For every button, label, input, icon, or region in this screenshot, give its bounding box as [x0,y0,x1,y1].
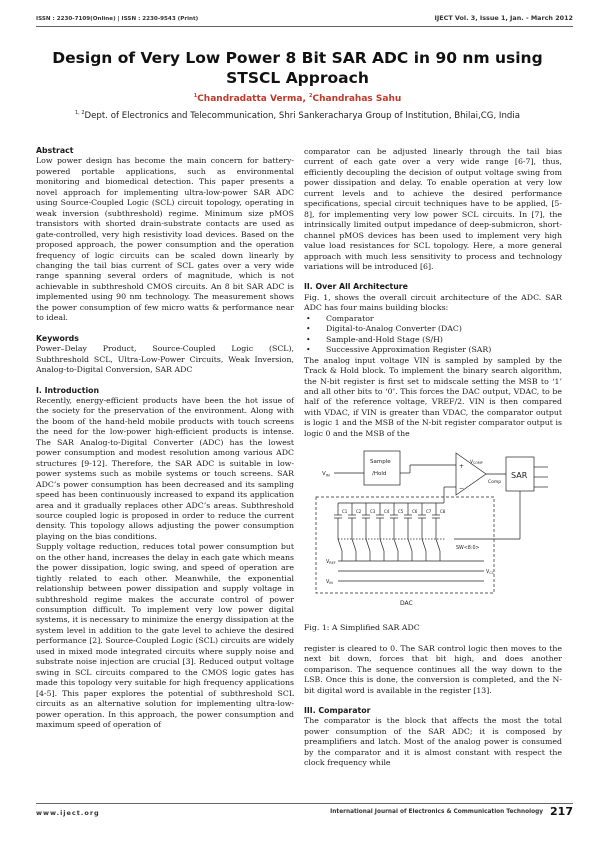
right-column [304,147,562,769]
comparator-heading: III. Comparator [304,705,371,715]
right-top-paragraph: comparator can be adjusted linearly through the tail bias current of each gate over a very wide range [6-7], thus, efficiently decoupling the decision of output voltage swing from power dissipation and delay. To enable operation at very low current levels and to achieve the desired performance specifications, special circuit techniques have to be applied, [5-8], for implementing very low power SCL circuits. In [7], the intrinsically limited output impedance of deep-submicron, short-channel pMOS devices has been used to implement very high value load resistances for SCL topology. Here, a more general approach with much less sensitivity to process and technology variations will be introduced [6]. [304,147,562,271]
vin2-label: $V_{IN}$ [326,580,333,586]
author-line [30,93,565,104]
architecture-heading: II. Over All Architecture [304,282,408,292]
sar-label: SAR [511,471,528,481]
comparator-text: The comparator is the block that affects the most the total power consumption of the SAR ADC; it is composed by preamplifiers and latch. Most of the analog power is consumed by the comparator and it is almost constant with respect the clock frequency while [304,716,562,768]
switch [380,539,384,551]
list-item: • Successive Approximation Register (SAR) [304,345,562,355]
affiliation [40,107,555,123]
architecture-paragraph: The analog input voltage VIN is sampled by sampled by the Track & Hold block. To implement the binary search algorithm, the N-bit register is first set to midscale setting the MSB to ‘1’ and all other bits to ‘0’. This forces the DAC output, VDAC, to be half of the reference voltage, VREF/2. VIN is then compared with VDAC, if VIN is greater than VDAC, the comparator output is logic 1 and the MSB of the N-bit register comparator output is logic 0 and the MSB of the [304,355,562,438]
header-rule [36,26,573,27]
figure-caption: Fig. 1: A Simplified SAR ADC [304,623,420,633]
website-link[interactable]: www.iject.org [36,809,100,817]
intro-paragraph-1: Recently, energy-efficient products have been the hot issue of the society for the preservation of the environment. Along with the boom of the hand-held mobile products with touch screens the need for the low-power high-efficient products is intense. The SAR Analog-to-Digital Converter (ADC) has the lowest power consumption and modest resolution among various ADC structures [9-12]. Therefore, the SAR ADC is suitable in low-power systems such as mobile systems or touch screens. SAR ADC’s power consumption has been decreased and its sampling speed has been continuously increased to expand its application area and it gradually replaces other ADC’s areas. Subthreshold source coupled logic is proposed in order to reduce the current density. This topology allows adjusting the power consumption playing on the bias conditions. [36,395,294,541]
switch [394,539,398,551]
switch [422,539,426,551]
figure-1 [304,443,562,621]
journal-name: International Journal of Electronics & Communication Technology [330,809,543,815]
author-1: Chandradatta Verma, [197,94,309,104]
switch [366,539,370,551]
cap-label: C7 [426,509,432,515]
list-item: • Digital-to-Analog Converter (DAC) [304,324,562,334]
comp-plus: + [459,463,465,471]
block-list [304,314,562,356]
vref-label: $V_{REF}$ [326,560,336,566]
abstract-text: Low power design has become the main concern for battery-powered portable applications, such as environmental monitoring and biomedical detection. This paper presents a novel approach for implementing ultra-low-power SAR ADC using Source-Coupled Logic (SCL) circuit topology, operating in weak inversion (subthreshold) regime. Minimum size pMOS transistors with shorted drain-substrate contacts are used as gate-controlled, very high resistivity load devices. Based on the proposed approach, the power consumption and the operation frequency of logic circuits can be scaled down linearly by changing the tail bias current of SCL gates over a very wide range spanning several orders of magnitude, which is not achievable in subthreshold CMOS circuits. An 8 bit SAR ADC is implemented using 90 nm technology. The measurement shows the power consumption of few micro watts & performance near to ideal. [36,156,294,323]
author-2: Chandrahas Sahu [312,94,402,104]
left-column [36,146,294,730]
vin-label: $V_{IN}$ [322,471,330,478]
comp-minus: − [459,485,465,493]
volume-text: IJECT Vol. 3, Issue 1, Jan. - March 2012 [434,14,573,22]
keywords-heading: Keywords [36,333,79,343]
sample-label: Sample [370,459,391,466]
footer-rule [36,803,573,804]
intro-heading: I. Introduction [36,385,100,395]
affiliation-text: Dept. of Electronics and Telecommunication, Shri Sankeracharya Group of Institution, Bhilai,CG, India [84,110,520,121]
keywords-text: Power–Delay Product, Source-Coupled Logic (SCL), Subthreshold SCL, Ultra-Low-Power Circuits, Weak Inversion, Analog-to-Digital Conversion, SAR ADC [36,344,294,375]
switch-bus-label: SW<8:0> [456,546,480,552]
page-footer [36,803,573,819]
comp-out-label: Comp [488,480,502,486]
switch [338,539,342,551]
intro-paragraph-2: Supply voltage reduction, reduces total power consumption but on the other hand, increases the delay in each gate which means the power dissipation, logic swing, and speed of operation are tightly related to each other. Meanwhile, the exponential relationship between power dissipation and supply voltage in subthreshold regime makes the accurate control of power consumption difficult. To implement very low power digital systems, it is necessary to minimize the energy dissipation at the system level in addition to the gate level to achieve the desired performance [2]. Source-Coupled Logic (SCL) circuits are widely used in mixed mode integrated circuits where supply noise and substrate noise injection are crucial [3]. Reduced output voltage swing in SCL circuits compared to the CMOS logic gates has made this topology very suitable for high frequency applications [4-5]. This paper explores the potential of subthreshold SCL circuits as an alternative solution for implementing ultra-low-power operation. In this approach, the power consumption and maximum speed of operation of [36,542,294,730]
author2-sup: 2 [309,93,313,99]
abstract-heading: Abstract [36,146,74,155]
cap-label: C8 [440,509,446,515]
switch [352,539,356,551]
author1-sup: 1 [193,93,198,99]
vcomp-label: $V_{COMP}$ [470,460,483,466]
page-number: 217 [550,805,573,818]
list-item: • Comparator [304,314,562,324]
after-figure-paragraph: register is cleared to 0. The SAR control logic then moves to the next bit down, forces that bit high, and does another comparison. The sequence continues all the way down to the LSB. Once this is done, the conversion is completed, and the N-bit digital word is available in the register [13]. [304,643,562,695]
running-header [36,14,573,26]
list-item: • Sample-and-Hold Stage (S/H) [304,335,562,345]
cap-label: C3 [370,509,376,515]
dac-label: DAC [400,600,413,608]
cap-label: C4 [384,509,390,515]
cap-label: C6 [412,509,418,515]
architecture-intro: Fig. 1, shows the overall circuit architecture of the ADC. SAR ADC has four mains building blocks: [304,292,562,313]
switch [436,539,440,551]
vcc-label: $V_{CC}$ [486,570,495,576]
affiliation-sup: 1, 2 [74,110,85,116]
sar-adc-schematic [304,443,562,621]
hold-label: /Hold [372,471,387,478]
issn-text: ISSN : 2230-7109(Online) | ISSN : 2230-9543 (Print) [36,16,199,22]
cap-label: C2 [356,509,362,515]
switch [408,539,412,551]
cap-label: C1 [342,509,348,515]
cap-label: C5 [398,509,404,515]
paper-title: Design of Very Low Power 8 Bit SAR ADC in 90 nm using STSCL Approach [52,49,543,87]
